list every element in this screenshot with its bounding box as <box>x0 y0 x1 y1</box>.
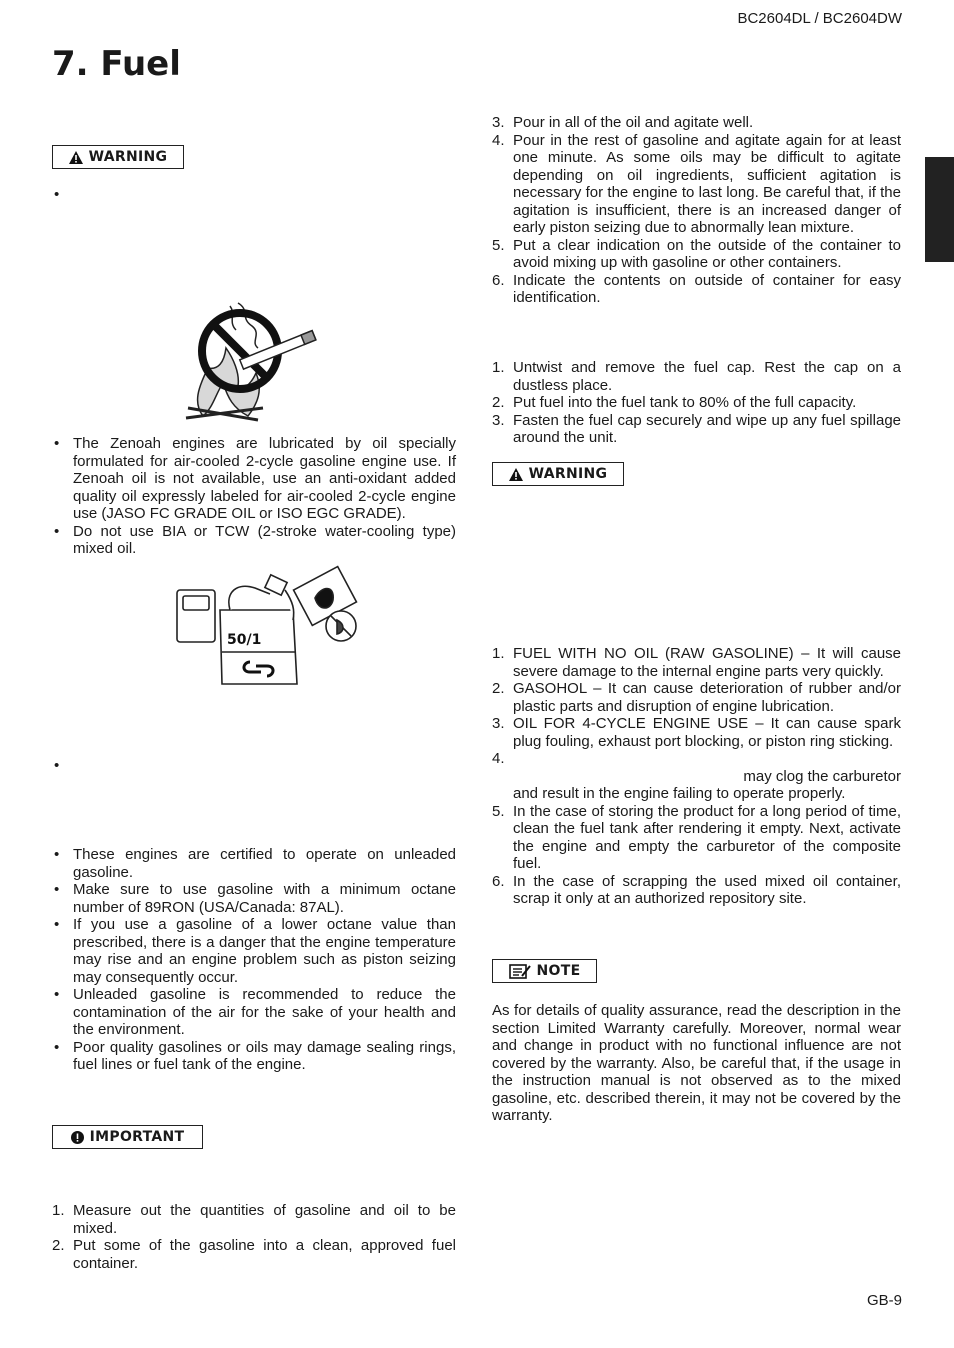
list-item: 3. OIL FOR 4-CYCLE ENGINE USE – It can cause spark plug fouling, exhaust port blocking, or piston ring sticking. <box>492 715 901 750</box>
note-pad-icon <box>509 964 531 979</box>
list-item: 5. In the case of storing the product for a long period of time, clean the fuel tank after rendering it empty. Next, activate the engine and empty the carburetor of the composite fuel. <box>492 802 901 872</box>
list-item: 2. GASOHOL – It can cause deterioration of rubber and/or plastic parts and disruption of engine lubrication. <box>492 680 901 715</box>
list-item: 1. FUEL WITH NO OIL (RAW GASOLINE) – It will cause severe damage to the internal engine parts very quickly. <box>492 645 901 680</box>
warning-label <box>52 145 184 169</box>
list-item: 5. Put a clear indication on the outside of the container to avoid mixing up with gasoline or other containers. <box>492 236 901 271</box>
list-item: 6. In the case of scrapping the used mixed oil container, scrap it only at an authorized repository site. <box>492 872 901 907</box>
model-number: BC2604DL / BC2604DW <box>737 10 902 27</box>
list-item: 3. Fasten the fuel cap securely and wipe up any fuel spillage around the unit. <box>492 411 901 446</box>
warning-triangle-icon <box>509 468 523 481</box>
exclamation-circle-icon <box>71 1131 84 1144</box>
section-title: 7. Fuel <box>52 44 181 84</box>
note-paragraph: As for details of quality assurance, read the description in the section Limited Warranty carefully. Moreover, normal wear and change in product with no functional influence are not covered by the warranty. Also, be careful that, if the usage in the instruction manual is not observed as to the mixed gasoline, etc. described therein, it may not be covered by the warranty. <box>492 1002 901 1124</box>
list-item: • If you use a gasoline of a lower octane value than prescribed, there is a danger that the engine temperature may rise and an engine problem such as piston seizing may consequently occur. <box>54 916 456 986</box>
mixed-fuel-can-illustration <box>175 570 365 685</box>
bullet-mark: • <box>54 757 60 774</box>
no-smoking-no-fire-illustration <box>178 298 328 428</box>
bullet-mark: • <box>54 186 60 203</box>
mixing-steps-continued <box>492 114 901 307</box>
list-item: 1. Measure out the quantities of gasoline and oil to be mixed. <box>52 1202 456 1237</box>
can-ratio-label: 50/1 <box>227 632 262 648</box>
list-item: • Poor quality gasolines or oils may damage sealing rings, fuel lines or fuel tank of the engine. <box>54 1038 456 1073</box>
important-label-text: IMPORTANT <box>89 1129 185 1145</box>
warning-label-text: WARNING <box>528 466 608 482</box>
list-item: • Make sure to use gasoline with a minimum octane number of 89RON (USA/Canada: 87AL). <box>54 881 456 916</box>
note-label <box>492 959 597 983</box>
note-label-text: NOTE <box>536 963 581 979</box>
list-item: 3. Pour in all of the oil and agitate well. <box>492 114 754 131</box>
important-label <box>52 1125 203 1149</box>
item-4-tail: may clog the carburetor <box>743 767 901 785</box>
mixing-steps-start <box>52 1202 456 1272</box>
list-item: 6. Indicate the contents on outside of container for easy identification. <box>492 271 901 306</box>
list-item: 4. may clog the carburetor <box>492 750 901 785</box>
list-item: • Do not use BIA or TCW (2-stroke water-cooling type) mixed oil. <box>54 522 456 557</box>
gasoline-bullet-list <box>52 846 456 1074</box>
page-number: GB-9 <box>866 1292 902 1309</box>
fueling-steps <box>492 359 901 447</box>
section-tab-marker <box>925 157 954 262</box>
list-item: 2. Put fuel into the fuel tank to 80% of the full capacity. <box>492 394 857 411</box>
list-item: • These engines are certified to operate on unleaded gasoline. <box>54 846 456 881</box>
list-item: • The Zenoah engines are lubricated by oil specially formulated for air-cooled 2-cycle gasoline engine use. If Zenoah oil is not available, use an anti-oxidant added quality oil expressly labeled for air-cooled 2-cycle engine use (JASO FC GRADE OIL or ISO EGC GRADE). <box>54 435 456 522</box>
list-item: 2. Put some of the gasoline into a clean, approved fuel container. <box>52 1237 456 1272</box>
oil-bullet-list <box>52 435 456 558</box>
list-item: 1. Untwist and remove the fuel cap. Rest the cap on a dustless place. <box>492 359 901 394</box>
list-item: 4. Pour in the rest of gasoline and agitate again for at least one minute. As some oils may be difficult to agitate depending on oil ingredients, sufficient agitation is necessary for the engine to last long. Be careful that, if the agitation is insufficient, there is an increased danger of early piston seizing due to abnormally lean mixture. <box>492 131 901 236</box>
warning-label <box>492 462 624 486</box>
fuels-to-avoid-list <box>492 645 901 908</box>
list-item-4-continued: and result in the engine failing to operate properly. <box>513 785 846 802</box>
warning-triangle-icon <box>69 151 83 164</box>
list-item: • Unleaded gasoline is recommended to reduce the contamination of the air for the sake of your health and the environment. <box>54 986 456 1038</box>
warning-label-text: WARNING <box>88 149 168 165</box>
